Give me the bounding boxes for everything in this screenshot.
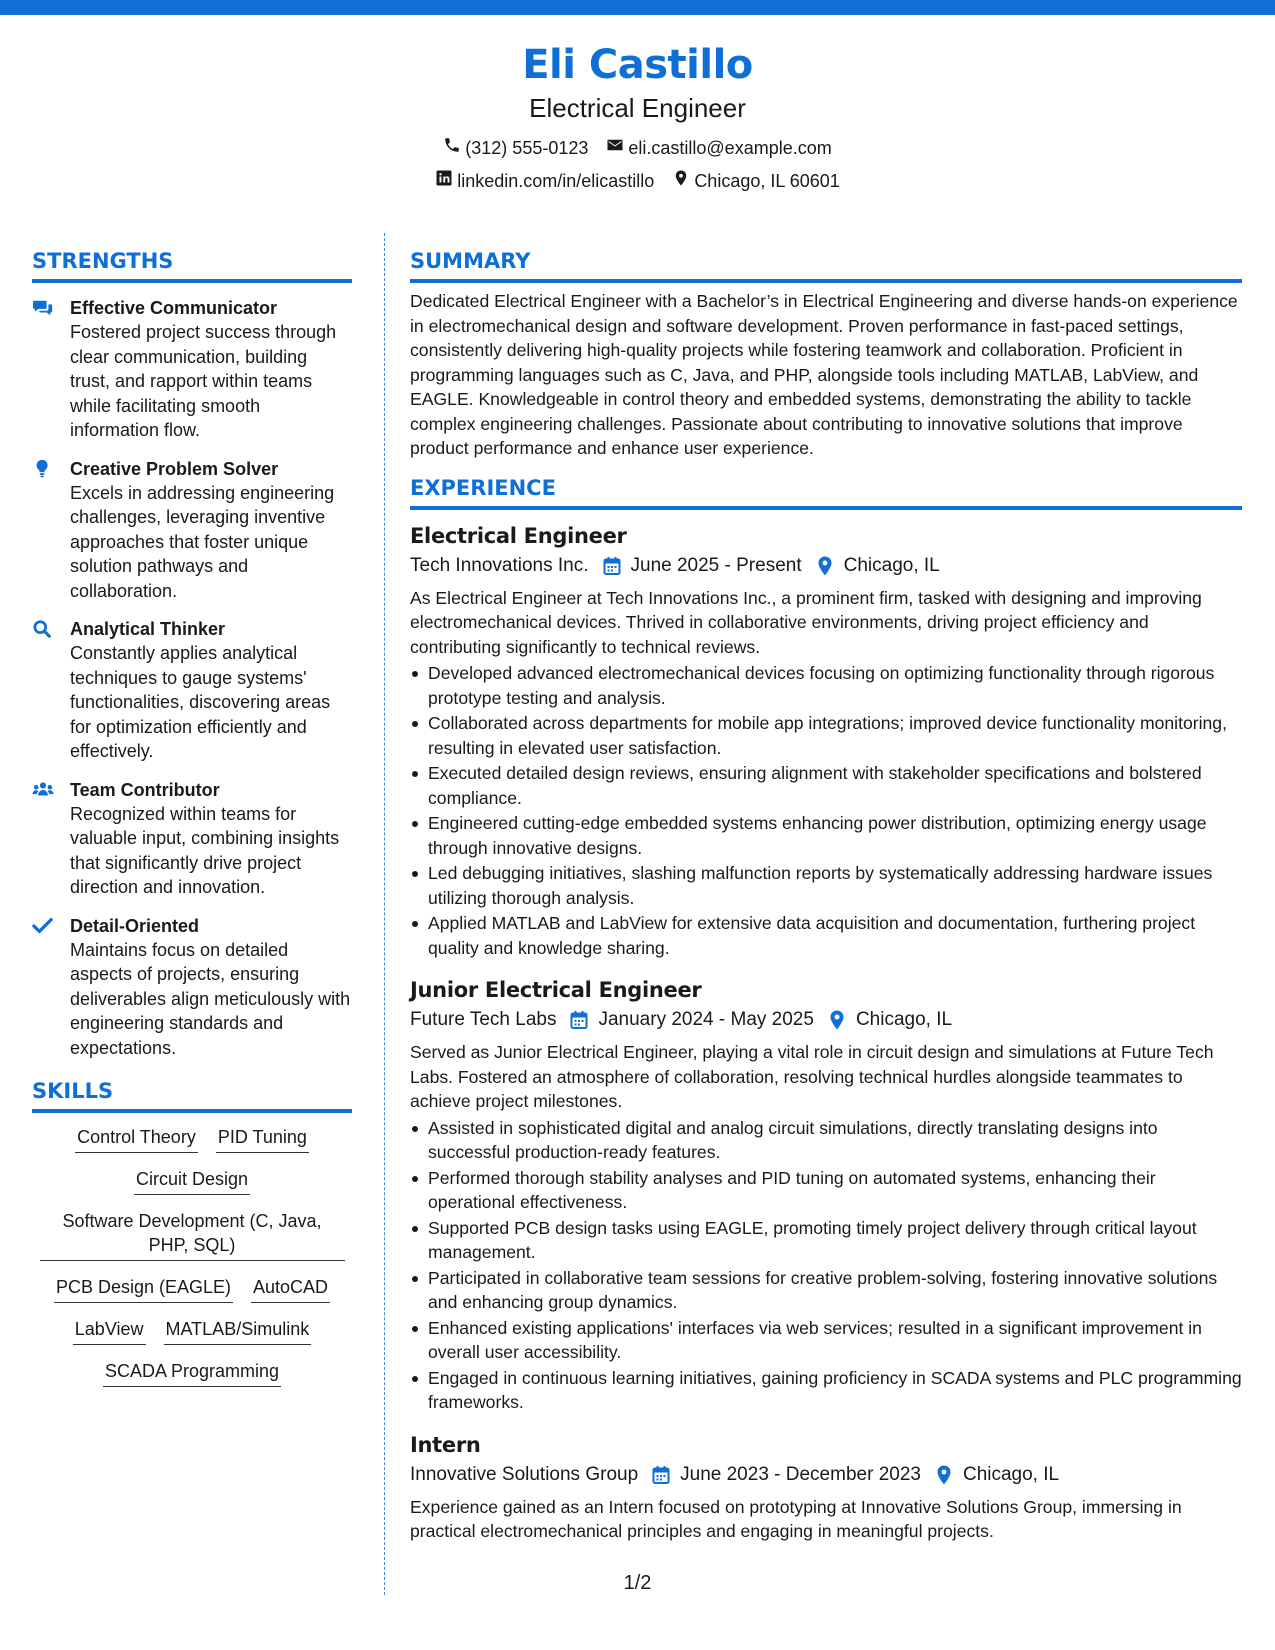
job-company: Tech Innovations Inc. — [410, 554, 589, 576]
job-meta — [410, 553, 1242, 579]
skill-tag: Software Development (C, Java, PHP, SQL) — [40, 1209, 345, 1261]
job-entry — [410, 522, 1242, 961]
resume-header — [0, 40, 1275, 192]
calendar-icon — [570, 1010, 588, 1030]
skills-list — [32, 1125, 352, 1387]
map-pin-icon — [672, 169, 690, 192]
strength-title: Team Contributor — [70, 779, 220, 800]
strength-desc: Maintains focus on detailed aspects of projects, ensuring deliverables align meticulously with engineering standards and expectations. — [70, 939, 351, 1058]
job-bullet: Performed thorough stability analyses and PID tuning on automated systems, enhancing their operational effectiveness. — [410, 1166, 1242, 1215]
top-accent-bar — [0, 0, 1275, 15]
job-dates: January 2024 - May 2025 — [598, 1009, 814, 1030]
contact-linkedin[interactable] — [435, 169, 654, 192]
skill-tag: SCADA Programming — [103, 1359, 281, 1387]
search-icon — [32, 617, 70, 764]
strength-desc: Recognized within teams for valuable input, combining insights that significantly drive project direction and innovation. — [70, 803, 340, 897]
users-icon — [32, 778, 70, 900]
linkedin-icon — [435, 169, 453, 192]
job-bullets — [410, 661, 1242, 960]
job-bullet: Assisted in sophisticated digital and analog circuit simulations, directly translating designs into successful production-ready features. — [410, 1116, 1242, 1165]
comments-icon — [32, 296, 70, 443]
lightbulb-icon — [32, 457, 70, 604]
strength-desc: Fostered project success through clear communication, building trust, and rapport within teams while facilitating smooth information flow. — [70, 322, 337, 440]
summary-heading: SUMMARY — [410, 248, 1242, 283]
map-pin-icon — [828, 1010, 846, 1030]
job-bullet: Participated in collaborative team sessions for creative problem-solving, fostering innovative solutions and enhancing group dynamics. — [410, 1266, 1242, 1315]
job-location: Chicago, IL — [843, 554, 940, 576]
strength-title: Effective Communicator — [70, 298, 278, 318]
strength-title: Detail-Oriented — [70, 915, 200, 936]
skill-tag: LabView — [73, 1317, 146, 1345]
location-text: Chicago, IL 60601 — [694, 170, 840, 191]
phone-icon — [443, 136, 461, 159]
job-bullet: Led debugging initiatives, slashing malfunction reports by systematically addressing hardware issues utilizing thorough analysis. — [410, 861, 1242, 910]
job-entry — [410, 976, 1242, 1415]
strength-item — [32, 296, 352, 443]
job-title: Electrical Engineer — [410, 523, 627, 548]
job-meta — [410, 1462, 1242, 1488]
strength-title: Creative Problem Solver — [70, 458, 279, 479]
job-dates: June 2025 - Present — [630, 554, 802, 576]
phone-text: (312) 555-0123 — [465, 137, 589, 158]
checkmark-icon — [32, 914, 70, 1061]
job-location: Chicago, IL — [962, 1463, 1060, 1485]
strength-item — [32, 914, 352, 1061]
strength-desc: Excels in addressing engineering challenges, leveraging inventive approaches that foster unique solution pathways and collaboration. — [70, 482, 335, 601]
job-bullet: Engineered cutting-edge embedded systems enhancing power distribution, optimizing energy usage through innovative designs. — [410, 811, 1242, 860]
skill-tag: PID Tuning — [216, 1125, 309, 1153]
skill-tag: AutoCAD — [251, 1275, 330, 1303]
job-entry — [410, 1431, 1242, 1544]
envelope-icon — [606, 136, 624, 159]
contact-location — [672, 169, 839, 192]
strengths-list — [32, 296, 352, 1060]
summary-text: Dedicated Electrical Engineer with a Bachelor’s in Electrical Engineering and diverse hands-on experience in electromechanical design and software development. Proven performance in fast-paced settings, consistently delivering high-quality projects while fostering teamwork and collaboration. Proficient in programming languages such as C, Java, and PHP, alongside tools including MATLAB, LabView, and EAGLE. Knowledgeable in control theory and embedded systems, demonstrating the ability to tackle complex engineering challenges. Passionate about contributing to innovative solutions that improve product performance and enhance user experience. — [410, 291, 1238, 458]
job-location: Chicago, IL — [855, 1009, 953, 1030]
contact-email[interactable] — [606, 136, 831, 159]
experience-heading: EXPERIENCE — [410, 475, 1242, 510]
strength-item — [32, 778, 352, 900]
job-title: Junior Electrical Engineer — [410, 978, 702, 1002]
job-company: Innovative Solutions Group — [410, 1463, 639, 1485]
strengths-heading: STRENGTHS — [32, 248, 352, 283]
skill-tag: Circuit Design — [134, 1167, 250, 1195]
calendar-icon — [603, 556, 621, 576]
left-column — [32, 248, 352, 1401]
job-meta — [410, 1007, 1242, 1033]
job-bullets — [410, 1116, 1242, 1415]
job-bullet: Executed detailed design reviews, ensuring alignment with stakeholder specifications and bolstered compliance. — [410, 761, 1242, 810]
job-description: Served as Junior Electrical Engineer, playing a vital role in circuit design and simulations at Future Tech Labs. Fostered an atmosphere of collaboration, resolving technical hurdles alongside teammates to achieve project milestones. — [410, 1042, 1214, 1111]
right-column — [410, 248, 1242, 1544]
job-dates: June 2023 - December 2023 — [680, 1463, 921, 1485]
contact-row-1 — [0, 136, 1275, 159]
strength-title: Analytical Thinker — [70, 619, 226, 639]
calendar-icon — [652, 1465, 670, 1485]
strength-item — [32, 457, 352, 604]
contact-phone[interactable] — [443, 136, 588, 159]
email-text: eli.castillo@example.com — [628, 137, 832, 158]
job-bullet: Supported PCB design tasks using EAGLE, promoting timely project delivery through critical layout management. — [410, 1216, 1242, 1265]
candidate-name: Eli Castillo — [522, 42, 753, 88]
candidate-title: Electrical Engineer — [529, 93, 746, 123]
skills-heading: SKILLS — [32, 1078, 352, 1113]
skill-tag: MATLAB/Simulink — [164, 1317, 312, 1345]
contact-row-2 — [0, 169, 1275, 192]
column-divider — [384, 233, 385, 1595]
job-description: Experience gained as an Intern focused on prototyping at Innovative Solutions Group, immersing in practical electromechanical principles and engaging in meaningful projects. — [410, 1496, 1182, 1541]
job-bullet: Enhanced existing applications' interfaces via web services; resulted in a significant improvement in overall user accessibility. — [410, 1316, 1242, 1365]
map-pin-icon — [816, 556, 834, 576]
job-bullet: Applied MATLAB and LabView for extensive data acquisition and documentation, furthering project quality and knowledge sharing. — [410, 911, 1242, 960]
strength-desc: Constantly applies analytical techniques to gauge systems' functionalities, discovering areas for optimization efficiently and effectively. — [70, 643, 331, 761]
job-bullet: Engaged in continuous learning initiatives, gaining proficiency in SCADA systems and PLC programming frameworks. — [410, 1366, 1242, 1415]
job-title: Intern — [410, 1432, 481, 1457]
page-indicator: 1/2 — [623, 1572, 652, 1594]
skill-tag: Control Theory — [75, 1125, 198, 1153]
job-description: As Electrical Engineer at Tech Innovations Inc., a prominent firm, tasked with designing and improving electromechanical devices. Thrived in collaborative environments, driving project efficiency and contributing significantly to technical reviews. — [410, 587, 1202, 657]
job-company: Future Tech Labs — [410, 1009, 557, 1030]
map-pin-icon — [935, 1465, 953, 1485]
skill-tag: PCB Design (EAGLE) — [54, 1275, 233, 1303]
strength-item — [32, 617, 352, 764]
job-bullet: Developed advanced electromechanical devices focusing on optimizing functionality through rigorous prototype testing and analysis. — [410, 661, 1242, 710]
linkedin-text: linkedin.com/in/elicastillo — [457, 170, 655, 191]
job-bullet: Collaborated across departments for mobile app integrations; improved device functionality monitoring, resulting in elevated user satisfaction. — [410, 711, 1242, 760]
